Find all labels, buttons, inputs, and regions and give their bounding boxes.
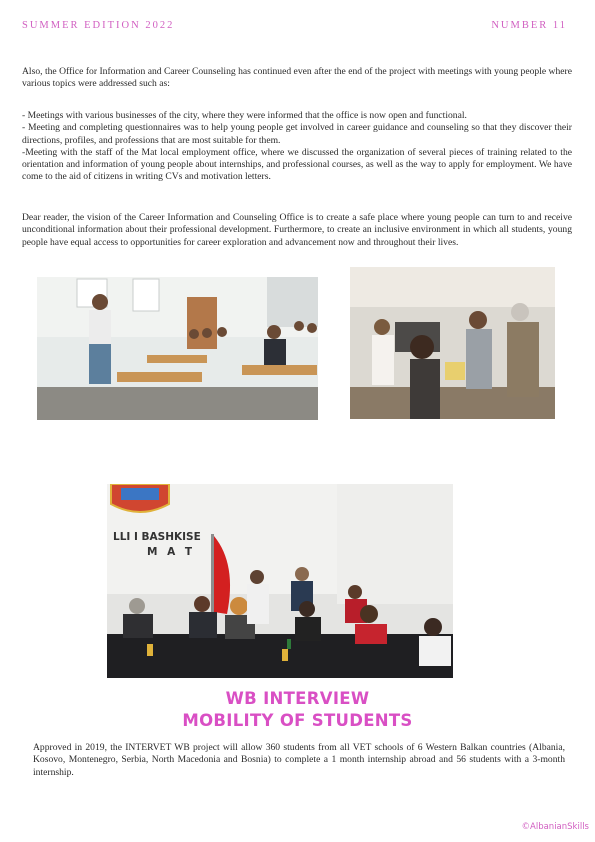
topics-list <box>22 110 572 184</box>
office-photo <box>350 267 555 419</box>
topic-item: -Meeting with the staff of the Mat local employment office, where we discussed the organization of several pieces of training related to the orientation and information of young people about internships, and professional courses, as well as the way to apply for employment. We have come to the aid of citizens in writing CVs and motivation letters. <box>22 146 572 183</box>
classroom-photo <box>37 277 318 420</box>
issue-number: NUMBER 11 <box>491 20 567 31</box>
svg-text:M A T: M A T <box>147 546 196 558</box>
vision-paragraph <box>22 212 572 249</box>
intro-text: Also, the Office for Information and Career Counseling has continued even after the end of the project with meetings with young people where various topics were addressed such as: <box>22 66 572 90</box>
project-text: Approved in 2019, the INTERVET WB project will allow 360 students from all VET schools of 6 Western Balkan countries (Albania, Kosovo, Montenegro, Serbia, North Macedonia and Bosnia) to complete a 1 month internship abroad and 56 students with a 3-month internship. <box>33 742 565 778</box>
section-title-line2: MOBILITY OF STUDENTS <box>182 711 413 730</box>
footer-credit: ©AlbanianSkills <box>521 822 589 832</box>
project-paragraph <box>33 742 565 779</box>
topic-item: - Meetings with various businesses of the city, where they were informed that the office is now open and functional. <box>22 110 467 121</box>
topic-item: - Meeting and completing questionnaires was to help young people get involved in career guidance and counseling so that they discover their directions, profiles, and professions that are most suitable for them. <box>22 122 572 146</box>
vision-text: Dear reader, the vision of the Career Information and Counseling Office is to create a safe place where young people can turn to and receive unconditional information about their professional development. Furthermore, to create an inclusive environment in which all students, young people have equal access to opportunities for career exploration and advancement now and throughout their lives. <box>22 212 572 248</box>
intro-paragraph <box>22 66 572 91</box>
meeting-photo <box>107 484 453 678</box>
section-title-line1: WB INTERVIEW <box>225 689 370 708</box>
council-sign: LLI I BASHKISE <box>113 531 201 543</box>
edition-label: SUMMER EDITION 2022 <box>22 20 175 31</box>
